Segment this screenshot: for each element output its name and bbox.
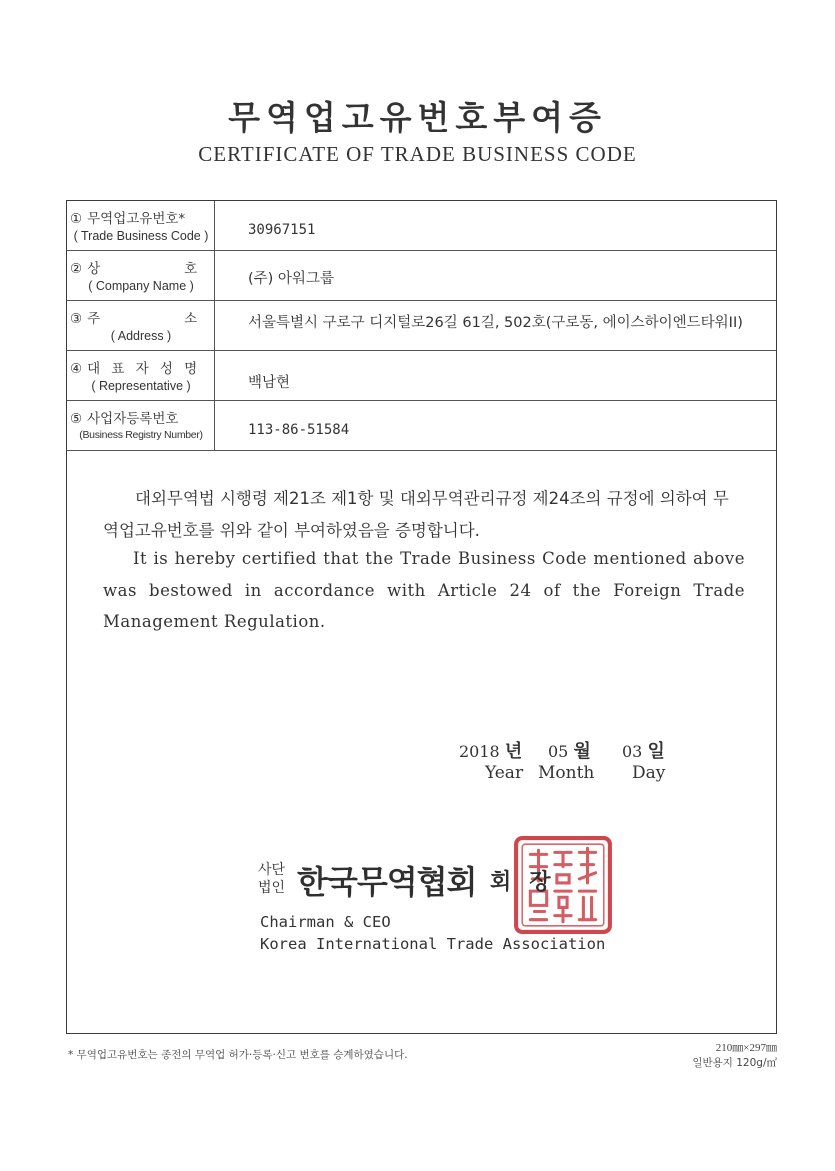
paper-type: 일반용지 120g/㎡ [692,1057,777,1069]
field-label-cell [67,251,215,300]
field-label-ko: 무역업고유번호* [87,211,186,227]
field-number: ⑤ [70,411,83,427]
title-english: CERTIFICATE OF TRADE BUSINESS CODE [198,142,637,166]
issuer-org-korean: 한국무역협회 [297,863,477,901]
field-label-cell [67,301,215,350]
business-registry-value: 113-86-51584 [248,422,350,438]
issuer-title-english: Chairman & CEO [260,913,391,931]
date-month-unit: 월 [573,741,591,762]
field-label-en: ( Address ) [110,329,172,343]
field-label-ko: 대 표 자 성 명 [87,361,198,377]
corporation-prefix: 사단 법인 [258,862,286,896]
address-value: 서울특별시 구로구 디지털로26길 61길, 502호(구로동, 에이스하이엔드타워II) [248,315,743,331]
field-row-representative [67,351,776,401]
statement-korean: 대외무역법 시행령 제21조 제1항 및 대외무역관리규정 제24조의 규정에 의하여 무역업고유번호를 위와 같이 부여하였음을 증명합니다. [103,489,729,540]
statement-english: It is hereby certified that the Trade Business Code mentioned above was bestowed in accordance with Article 24 of the Foreign Trade Management Regulation. [103,549,745,631]
title-korean: 무역업고유번호부여증 [228,98,607,137]
field-row-address [67,301,776,351]
date-year-unit: 년 [504,741,523,762]
field-label-ko: 주 소 [87,311,198,327]
date-day: 03 [622,742,643,761]
field-number: ③ [70,311,83,327]
field-number: ② [70,261,83,277]
field-label-cell [67,401,215,450]
date-day-unit: 일 [647,741,665,762]
date-month-en: Month [538,763,595,783]
field-label-en: ( Representative ) [91,379,191,393]
field-label-ko: 사업자등록번호 [87,411,179,427]
date-day-en: Day [632,763,666,783]
field-number: ④ [70,361,83,377]
representative-value: 백남현 [248,375,291,391]
field-label-cell [67,201,215,250]
field-label-en: ( Trade Business Code ) [73,229,209,243]
field-label-en: (Business Registry Number) [79,429,203,441]
issuer-title-korean: 회장 [490,870,569,895]
field-label-ko: 상 호 [87,261,198,277]
date-year-en: Year [485,763,524,783]
field-row-business-registry [67,401,776,451]
trade-business-code-value: 30967151 [248,222,316,238]
field-number: ① [70,211,83,227]
date-month: 05 [548,742,569,761]
field-row-company-name [67,251,776,301]
paper-size: 210㎜×297㎜ [715,1042,777,1054]
field-label-en: ( Company Name ) [88,279,194,293]
field-row-trade-code [67,201,776,251]
date-year: 2018 [459,742,500,761]
field-label-cell [67,351,215,400]
footnote: * 무역업고유번호는 종전의 무역업 허가·등록·신고 번호를 승계하였습니다. [68,1049,408,1061]
issuer-org-english: Korea International Trade Association [260,935,606,953]
company-name-value: (주) 아워그룹 [248,271,334,287]
certificate-frame [66,200,777,1034]
